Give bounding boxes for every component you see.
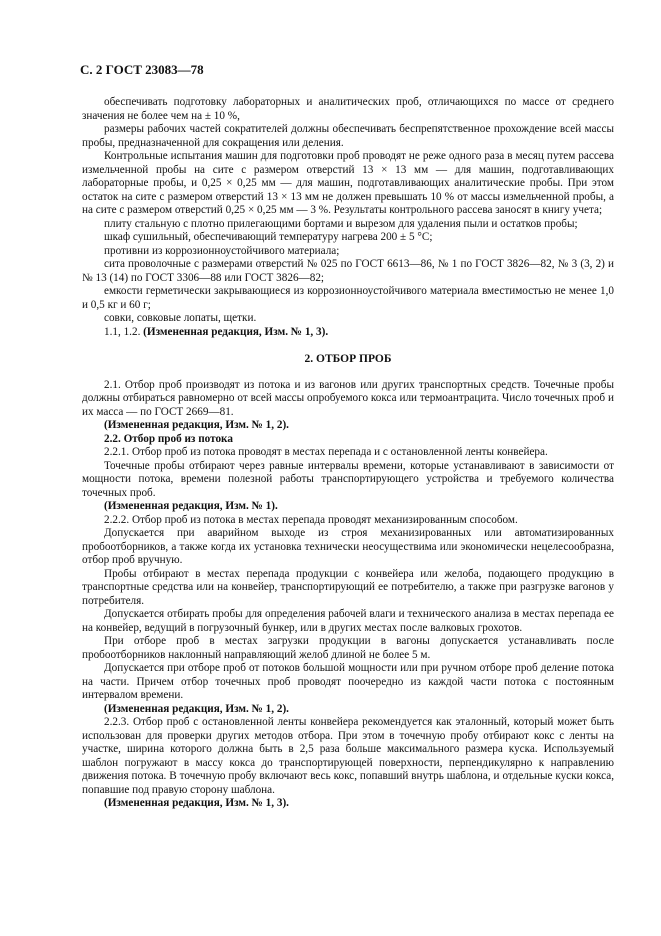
amendment-note: (Измененная редакция, Изм. № 1, 3). [104,797,289,809]
clause-number: 1.1, 1.2. [104,325,141,338]
section-title: 2. ОТБОР ПРОБ [304,353,392,365]
paragraph: Пробы отбирают в местах перепада продукции с конвейера или желоба, подающего продукцию в транспортные средства или на конвейер, транспортирующий ее потребителю, а также при разгрузке вагонов у потребителя. [82,567,614,607]
paragraph: 2.2.3. Отбор проб с остановленной ленты конвейера рекомендуется как эталонный, который может быть использован для проверки других методов отбора. При этом в точечную пробу отбирают кокс с ленты на участке, ширина которого должна быть в 2,5 раза больше максимального размера куска. Используемый шаблон погружают в массу кокса до транспортирующей поверхности, перпендикулярно к направлению движения потока. В точечную пробу включают весь кокс, попавший внутрь шаблона, и отдельные куски кокса, попавшие под правую сторону шаблона. [82,716,614,796]
paragraph: 2.2.2. Отбор проб из потока в местах перепада проводят механизированным способом. [104,513,518,526]
amendment-note: (Измененная редакция, Изм. № 1, 2). [104,702,289,715]
amendment-note: (Измененная редакция, Изм. № 1). [104,500,278,512]
page-header: С. 2 ГОСТ 23083—78 [80,62,204,77]
paragraph: противни из коррозионноустойчивого материала; [104,244,340,257]
paragraph: шкаф сушильный, обеспечивающий температуру нагрева 200 ± 5 °С; [104,231,433,243]
document-body [82,96,614,811]
amendment-text: (Измененная редакция, Изм. № 1, 3). [143,325,329,338]
paragraph: размеры рабочих частей сократителей должны обеспечивать беспрепятственное прохождение всей массы пробы, предназначенной для сокращения или деления. [82,123,614,149]
paragraph: сита проволочные с размерами отверстий № 025 по ГОСТ 6613—86, № 1 по ГОСТ 3826—82, № 3 (3, 2) и № 13 (14) по ГОСТ 3306—88 или ГОСТ 3826—82; [82,258,614,284]
paragraph: емкости герметически закрывающиеся из коррозионноустойчивого материала вместимостью не менее 1,0 и 0,5 кг и 60 г; [82,285,614,311]
amendment-note [82,326,614,340]
paragraph: При отборе проб в местах загрузки продукции в вагоны допускается устанавливать после пробоотборников наклонный направляющий желоб длиной не более 5 м. [82,635,614,661]
paragraph: обеспечивать подготовку лабораторных и аналитических проб, отличающихся по массе от среднего значения не более чем на ± 10 %, [82,96,614,122]
paragraph: 2.2.1. Отбор проб из потока проводят в местах перепада и с остановленной ленты конвейера. [104,446,548,458]
paragraph: Допускается при отборе проб от потоков большой мощности или при ручном отборе проб деление потока на части. Причем отбор точечных проб проводят поочередно из каждой части потока с постоянным интервалом времени. [82,662,614,701]
paragraph: Контрольные испытания машин для подготовки проб проводят не реже одного раза в месяц путем рассева измельченной пробы на сите с размером отверстий 13 × 13 мм — для машин, подготавливающих лабораторные пробы, и 0,25 × 0,25 мм — для машин, подготавливающих аналитические пробы. При этом остаток на сите с размером отверстий 13 × 13 мм не должен превышать 10 % от массы измельченной пробы, а на сите с размером отверстий 0,25 × 0,25 мм — 3 %. Результаты контрольного рассева заносят в книгу учета; [82,150,614,216]
paragraph: Точечные пробы отбирают через равные интервалы времени, которые устанавливают в зависимости от мощности потока, времени полезной работы транспортирующего устройства и требуемого количества точечных проб. [82,459,614,499]
paragraph: плиту стальную с плотно прилегающими бортами и вырезом для удаления пыли и остатков пробы; [104,217,578,230]
paragraph: совки, совковые лопаты, щетки. [104,312,257,324]
paragraph: 2.1. Отбор проб производят из потока и из вагонов или других транспортных средств. Точечные пробы должны отбираться равномерно от всей массы опробуемого кокса или термоантрацита. Число точечных проб и их масса — по ГОСТ 2669—81. [82,378,614,418]
paragraph: Допускается отбирать пробы для определения рабочей влаги и технического анализа в местах перепада ее на конвейер, ведущий в погрузочный бункер, или в других местах после валковых грохотов. [82,608,614,634]
amendment-note: (Измененная редакция, Изм. № 1, 2). [104,419,289,431]
paragraph: Допускается при аварийном выходе из строя механизированных или автоматизированных пробоотборников, а также когда их установка технически неосуществима или экономически нецелесообразна, отбор проб вручную. [82,527,614,566]
subsection-title: 2.2. Отбор проб из потока [104,432,233,445]
